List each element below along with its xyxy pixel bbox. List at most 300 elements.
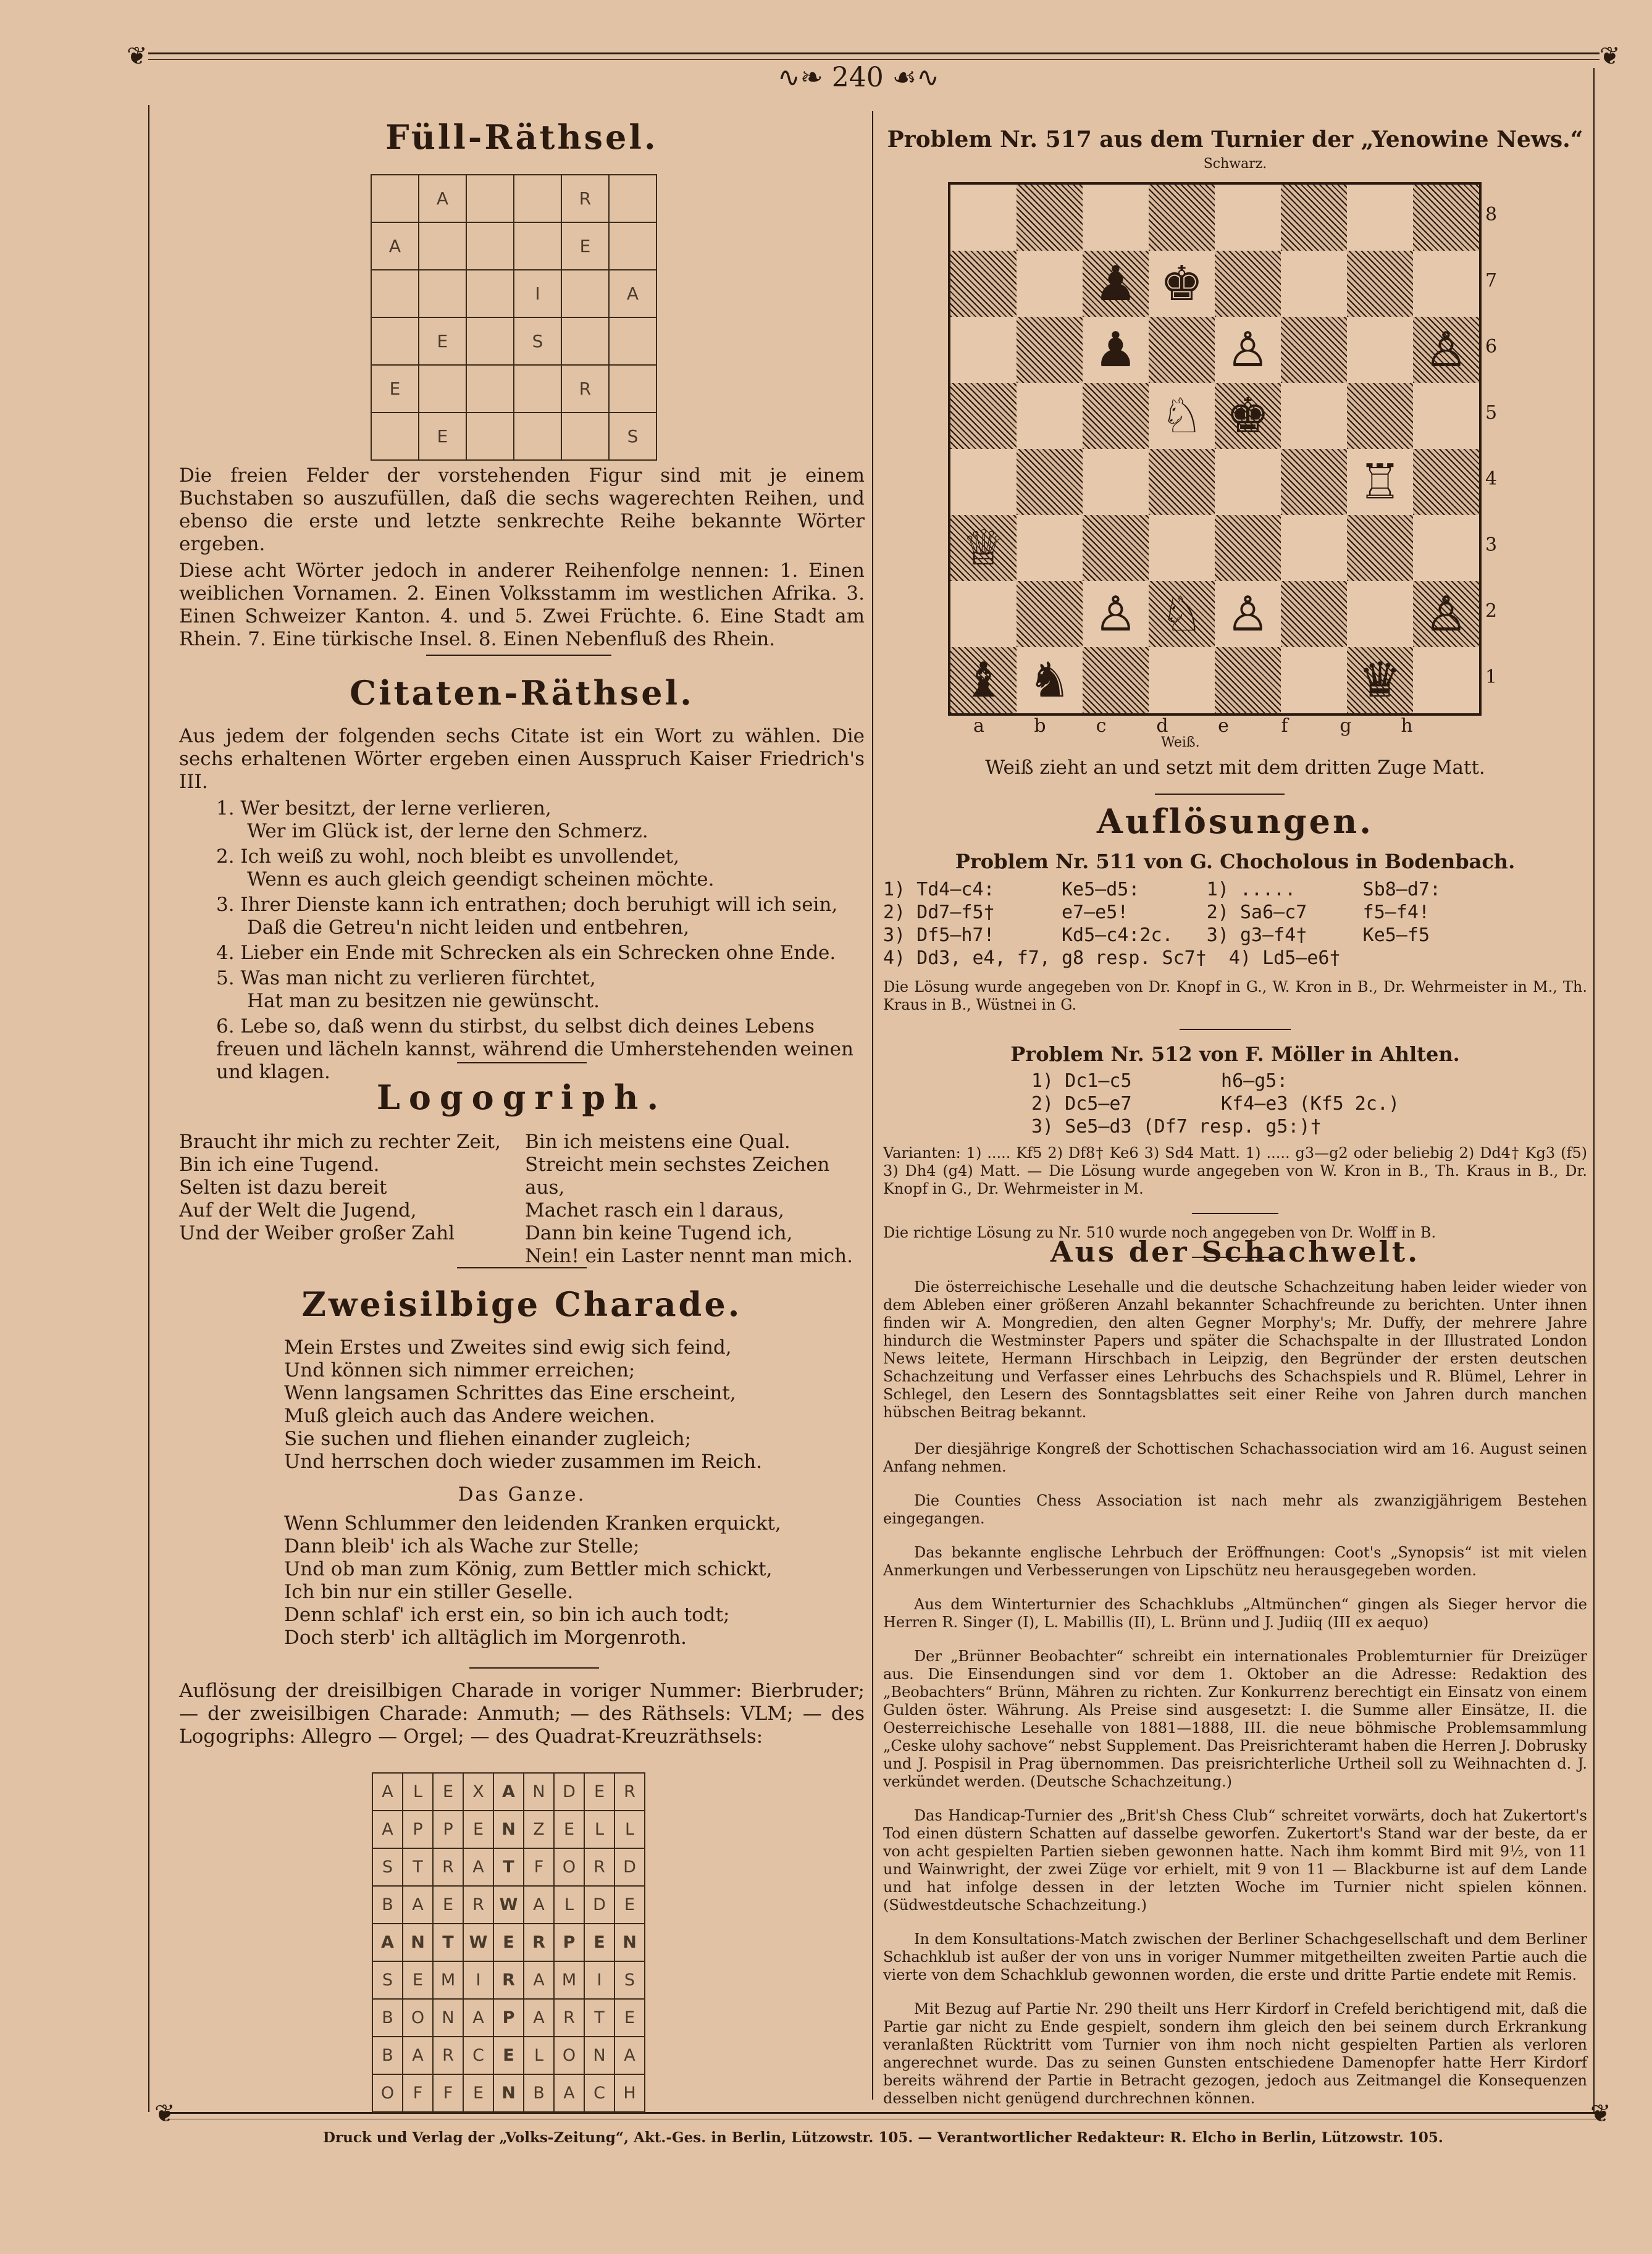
top-rule: [148, 52, 1600, 60]
grid-cell: I: [584, 1961, 614, 1999]
grid-cell: A: [372, 1773, 403, 1811]
solution-line: 3) Se5—d3 (Df7 resp. g5:)†: [1031, 1116, 1322, 1137]
grid-cell: [514, 365, 561, 413]
verse-line: Doch sterb' ich alltäglich im Morgenroth.: [284, 1627, 687, 1649]
chess-board: [948, 182, 1482, 716]
grid-cell: E: [433, 1773, 463, 1811]
board-square: [1413, 251, 1479, 317]
board-square: [1413, 647, 1479, 713]
problem-517-title: Problem Nr. 517 aus dem Turnier der „Yenowine News.“: [887, 127, 1583, 153]
fuell-text: Diese acht Wörter jedoch in anderer Reihenfolge nennen: 1. Einen weiblichen Vornamen. 2. Einen Volksstamm im westlichen Afrika. 3. Einen Schweizer Kanton. 4. und 5. Zwei Früchte. 6. Eine Stadt am Rhein. 7. Eine türkische Insel. 8. Einen Nebenfluß des Rhein.: [179, 559, 865, 650]
grid-cell: A: [493, 1773, 524, 1811]
board-square: [1281, 647, 1347, 713]
board-square: [1083, 383, 1149, 449]
board-square: [1215, 251, 1281, 317]
grid-cell: N: [493, 2074, 524, 2112]
aufloesung-left-text: Auflösung der dreisilbigen Charade in voriger Nummer: Bierbruder; — der zweisilbigen Charade: Anmuth; — des Räthsels: VLM; — des Logogriphs: Allegro — Orgel; — des Quadrat-Kreuzräthsels:: [179, 1680, 865, 1748]
page-number-line: [766, 62, 951, 93]
citat-line: Wenn es auch gleich geendigt scheinen möchte.: [247, 868, 715, 890]
grid-cell: N: [584, 2037, 614, 2074]
grid-row: [371, 222, 656, 270]
citat-line: Wer im Glück ist, der lerne den Schmerz.: [247, 820, 648, 842]
corner-ornament-icon: ❦: [1590, 2100, 1611, 2128]
grid-cell: [466, 365, 514, 413]
charade-verses: [179, 1336, 865, 1473]
verse-line: Sie suchen und fliehen einander zugleich;: [284, 1428, 692, 1450]
news-paragraph: Die Counties Chess Association ist nach mehr als zwanzigjährigem Bestehen eingegangen.: [883, 1492, 1587, 1527]
grid-cell: [466, 175, 514, 222]
p511-solution: [883, 878, 1587, 970]
grid-cell: [514, 175, 561, 222]
verse-line: Selten ist dazu bereit: [179, 1176, 387, 1199]
separator: [457, 1062, 587, 1063]
solution-line: 2) Dd7—f5† e7—e5! 2) Sa6—c7 f5—f4!: [883, 902, 1430, 923]
grid-cell: P: [433, 1811, 463, 1848]
rank-label: 4: [1485, 468, 1498, 490]
corner-ornament-icon: ❦: [127, 42, 148, 70]
rank-label: 5: [1485, 402, 1498, 424]
separator: [1155, 794, 1285, 795]
grid-cell: N: [524, 1773, 554, 1811]
grid-cell: R: [433, 2037, 463, 2074]
board-square: [1017, 581, 1083, 647]
board-square: [1281, 449, 1347, 515]
rank-label: 6: [1485, 336, 1498, 358]
board-square: [950, 383, 1017, 449]
grid-cell: [371, 175, 419, 222]
grid-row: [372, 1773, 645, 1811]
charade-section: [179, 1284, 865, 1649]
board-square: [1215, 515, 1281, 581]
news-paragraph: Aus dem Winterturnier des Schachklubs „Altmünchen“ gingen als Sieger hervor die Herren R. Singer (I), L. Mabillis (II), L. Brünn und J. Judiiq (III ex aequo): [883, 1596, 1587, 1631]
solution-line: 4) Dd3, e4, f7, g8 resp. Sc7† 4) Ld5—e6†: [883, 947, 1341, 969]
verse-line: Nein! ein Laster nennt man mich.: [525, 1245, 853, 1267]
grid-cell: L: [403, 1773, 433, 1811]
grid-cell: S: [372, 1961, 403, 1999]
grid-cell: [419, 365, 466, 413]
problem-517-caption: Weiß zieht an und setzt mit dem dritten Zuge Matt.: [985, 756, 1485, 779]
verse-line: Bin ich meistens eine Qual.: [525, 1131, 790, 1153]
verse-line: Ich bin nur ein stiller Geselle.: [284, 1581, 574, 1603]
board-square: [1281, 383, 1347, 449]
file-label: g: [1340, 715, 1352, 737]
rank-label: 2: [1485, 600, 1498, 622]
verse-line: Und der Weiber großer Zahl: [179, 1222, 455, 1244]
citat-item: [216, 797, 865, 843]
grid-cell: [371, 317, 419, 365]
grid-cell: E: [403, 1961, 433, 1999]
news-paragraph: Der diesjährige Kongreß der Schottischen Schachassociation wird am 16. August seinen Anfang nehmen.: [883, 1440, 1587, 1475]
grid-cell: [514, 222, 561, 270]
grid-cell: R: [433, 1848, 463, 1886]
grid-cell: A: [372, 1924, 403, 1961]
grid-cell: Z: [524, 1811, 554, 1848]
schachwelt-paragraphs: [883, 1278, 1587, 2108]
board-square: [1215, 185, 1281, 251]
chess-piece-icon: ♙: [1226, 586, 1270, 642]
rank-label: 3: [1485, 534, 1498, 556]
board-square: [1149, 515, 1215, 581]
grid-row: [372, 1811, 645, 1848]
logogriph-title: Logogriph.: [376, 1078, 668, 1117]
grid-cell: O: [554, 2037, 584, 2074]
board-square: [1017, 185, 1083, 251]
verse-line: Denn schlaf' ich erst ein, so bin ich auch todt;: [284, 1604, 730, 1626]
grid-cell: [419, 270, 466, 317]
right-border: [1593, 68, 1595, 2112]
board-square: [1149, 449, 1215, 515]
grid-row: [371, 413, 656, 460]
verse-line: Dann bleib' ich als Wache zur Stelle;: [284, 1535, 640, 1557]
footer-imprint: Druck und Verlag der „Volks-Zeitung“, Akt.-Ges. in Berlin, Lützowstr. 105. — Verantwortlicher Redakteur: R. Elcho in Berlin, Lützowstr. 105.: [323, 2129, 1443, 2146]
grid-cell: [466, 270, 514, 317]
corner-ornament-icon: ❦: [154, 2100, 175, 2128]
fuell-title: Füll-Räthsel.: [385, 117, 658, 157]
separator: [1192, 1213, 1278, 1214]
grid-cell: E: [371, 365, 419, 413]
grid-cell: C: [463, 2037, 493, 2074]
grid-row: [372, 2074, 645, 2112]
grid-cell: [561, 270, 609, 317]
chess-piece-icon: ♟: [1094, 322, 1138, 378]
chess-piece-icon: ♝: [962, 652, 1005, 708]
solution-line: 2) Dc5—e7 Kf4—e3 (Kf5 2c.): [1031, 1093, 1400, 1115]
grid-cell: W: [493, 1886, 524, 1924]
board-square: [1347, 581, 1413, 647]
citat-line: Daß die Getreu'n nicht leiden und entbehren,: [247, 916, 690, 939]
grid-cell: D: [614, 1848, 645, 1886]
chess-piece-icon: ♛: [1358, 652, 1402, 708]
grid-cell: E: [584, 1924, 614, 1961]
citat-line: 4. Lieber ein Ende mit Schrecken als ein Schrecken ohne Ende.: [216, 942, 836, 964]
grid-row: [372, 1848, 645, 1886]
aufloesungen-title: Auflösungen.: [1096, 802, 1374, 841]
grid-row: [371, 365, 656, 413]
grid-cell: E: [433, 1886, 463, 1924]
grid-cell: R: [561, 365, 609, 413]
grid-cell: O: [554, 1848, 584, 1886]
chess-piece-icon: ♟: [1094, 256, 1138, 312]
p512-title: Problem Nr. 512 von F. Möller in Ahlten.: [1010, 1042, 1460, 1066]
rank-label: 7: [1485, 270, 1498, 291]
chess-piece-icon: ♚: [1226, 388, 1270, 444]
file-label: c: [1096, 715, 1107, 737]
rank-label: 1: [1485, 666, 1498, 688]
file-label: f: [1281, 715, 1288, 737]
grid-cell: B: [372, 1886, 403, 1924]
grid-cell: R: [493, 1961, 524, 1999]
grid-cell: A: [524, 1999, 554, 2037]
board-square: [1347, 185, 1413, 251]
verse-line: Und ob man zum König, zum Bettler mich schickt,: [284, 1558, 773, 1580]
grid-cell: R: [614, 1773, 645, 1811]
grid-cell: B: [524, 2074, 554, 2112]
board-square: [1083, 185, 1149, 251]
citat-item: [216, 1015, 865, 1084]
file-label: h: [1401, 715, 1413, 737]
verse-line: Mein Erstes und Zweites sind ewig sich feind,: [284, 1336, 732, 1359]
grid-cell: A: [524, 1961, 554, 1999]
chess-piece-icon: ♙: [1424, 322, 1468, 378]
board-square: [1413, 383, 1479, 449]
grid-cell: A: [403, 1886, 433, 1924]
grid-row: [371, 175, 656, 222]
grid-row: [372, 2037, 645, 2074]
grid-cell: E: [493, 2037, 524, 2074]
news-paragraph: Die österreichische Lesehalle und die deutsche Schachzeitung haben leider wieder von dem Ableben einer größeren Anzahl bekannter Schachfreunde zu berichten. Unter ihnen finden wir A. Mongredien, den alten Gegner Morphy's; Mr. Duffy, der mehrere Jahre hindurch die Westminster Papers und später die Schachspalte in der Illustrated London News leitete, Hermann Hirschbach in Leipzig, den Begründer der ersten deutschen Schachzeitung und Verfasser eines Lehrbuchs des Schachspiels und R. Blümel, Lehrer in Schlegel, den Lesern des Sonntagsblattes seit einer Reihe von Jahren durch manchen hübschen Beitrag bekannt.: [883, 1278, 1587, 1421]
grid-cell: M: [433, 1961, 463, 1999]
file-label: d: [1156, 715, 1168, 737]
verse-line: Streicht mein sechstes Zeichen aus,: [525, 1154, 830, 1199]
solution-line: 1) Dc1—c5 h6—g5:: [1031, 1070, 1288, 1092]
left-border: [148, 105, 149, 2112]
citat-line: 2. Ich weiß zu wohl, noch bleibt es unvollendet,: [216, 845, 679, 868]
grid-row: [372, 1886, 645, 1924]
citat-line: 6. Lebe so, daß wenn du stirbst, du selbst dich deines Lebens freuen und lächeln kannst, während die Umherstehenden weinen und klagen.: [216, 1015, 853, 1083]
board-square: [1347, 317, 1413, 383]
ganze-verses: [179, 1512, 865, 1649]
board-square: [1017, 317, 1083, 383]
grid-cell: A: [463, 1848, 493, 1886]
grid-cell: S: [614, 1961, 645, 1999]
board-square: [1413, 185, 1479, 251]
p510-note: Die richtige Lösung zu Nr. 510 wurde noch angegeben von Dr. Wolff in B.: [883, 1224, 1436, 1241]
grid-cell: A: [419, 175, 466, 222]
verse-line: Dann bin keine Tugend ich,: [525, 1222, 793, 1244]
chess-piece-icon: ♘: [1160, 586, 1204, 642]
grid-cell: A: [554, 2074, 584, 2112]
citat-item: [216, 845, 865, 891]
citaten-list: [179, 797, 865, 1084]
p511-note: Die Lösung wurde angegeben von Dr. Knopf in G., W. Kron in B., Dr. Wehrmeister in M., Th. Kraus in B., Wüstnei in G.: [883, 978, 1587, 1013]
grid-cell: [561, 413, 609, 460]
grid-cell: T: [433, 1924, 463, 1961]
citat-line: Hat man zu besitzen nie gewünscht.: [247, 990, 600, 1012]
board-square: [950, 185, 1017, 251]
grid-cell: [419, 222, 466, 270]
grid-cell: E: [584, 1773, 614, 1811]
verse-line: Bin ich eine Tugend.: [179, 1154, 380, 1176]
ganze-title: Das Ganze.: [458, 1483, 586, 1506]
grid-cell: O: [403, 1999, 433, 2037]
grid-cell: E: [614, 1999, 645, 2037]
grid-cell: T: [403, 1848, 433, 1886]
grid-cell: I: [514, 270, 561, 317]
grid-cell: L: [614, 1811, 645, 1848]
grid-cell: E: [419, 317, 466, 365]
board-square: [1149, 185, 1215, 251]
grid-cell: D: [584, 1886, 614, 1924]
separator: [1180, 1029, 1291, 1030]
fuell-grid: [371, 174, 657, 461]
grid-cell: R: [463, 1886, 493, 1924]
fuell-intro: Die freien Felder der vorstehenden Figur sind mit je einem Buchstaben so auszufüllen, daß die sechs wagerechten Reihen, und ebenso die erste und letzte senkrechte Reihe bekannte Wörter ergeben.: [179, 464, 865, 555]
grid-cell: B: [372, 1999, 403, 2037]
board-square: [1215, 647, 1281, 713]
grid-cell: [609, 222, 656, 270]
grid-cell: T: [493, 1848, 524, 1886]
board-square: [1347, 515, 1413, 581]
separator: [457, 1267, 587, 1268]
grid-cell: E: [463, 1811, 493, 1848]
news-paragraph: Der „Brünner Beobachter“ schreibt ein internationales Problemturnier für Dreizüger aus. Die Einsendungen sind vor dem 1. Oktober an die Adresse: Redaktion des „Beobachters“ Brünn, Mähren zu richten. Zur Konkurrenz berechtigt ein Einsatz von einem Gulden öster. Währung. Als Preise sind ausgesetzt: I. die Summe aller Einsätze, II. die Oesterreichische Lesehalle von 1881—1888, III. die neue böhmische Problemsammlung „Ceske ulohy sachove“ nebst Supplement. Das Preisrichteramt haben die Herren J. Dobrusky und J. Pospisil in Prag übernommen. Das preisrichterliche Urtheil soll zu Weihnachten d. J. verkündet werden. (Deutsche Schachzeitung.): [883, 1648, 1587, 1790]
grid-row: [372, 1999, 645, 2037]
citat-line: 1. Wer besitzt, der lerne verlieren,: [216, 797, 551, 819]
file-label: e: [1218, 715, 1229, 737]
grid-cell: W: [463, 1924, 493, 1961]
flourish-icon: ∿❧: [777, 62, 832, 93]
board-square: [1017, 449, 1083, 515]
citat-item: [216, 894, 865, 939]
grid-cell: N: [433, 1999, 463, 2037]
board-square: [1281, 515, 1347, 581]
board-square: [1347, 383, 1413, 449]
grid-cell: E: [493, 1924, 524, 1961]
board-square: [1281, 581, 1347, 647]
verse-line: Und herrschen doch wieder zusammen im Reich.: [284, 1451, 763, 1473]
grid-cell: A: [609, 270, 656, 317]
board-square: [950, 449, 1017, 515]
verse-line: Und können sich nimmer erreichen;: [284, 1359, 635, 1381]
board-square: [1413, 515, 1479, 581]
grid-cell: M: [554, 1961, 584, 1999]
grid-row: [371, 270, 656, 317]
citat-item: [216, 942, 865, 965]
p511-title: Problem Nr. 511 von G. Chocholous in Bodenbach.: [955, 850, 1516, 873]
grid-row: [371, 317, 656, 365]
board-square: [1281, 185, 1347, 251]
grid-cell: S: [609, 413, 656, 460]
citat-line: 5. Was man nicht zu verlieren fürchtet,: [216, 967, 596, 989]
news-paragraph: Mit Bezug auf Partie Nr. 290 theilt uns Herr Kirdorf in Crefeld berichtigend mit, daß die Partie gar nicht zu Ende gespielt, sondern ihm gleich den bei seinem durch Erkrankung veranlaßten Rücktritt vom Turnier von ihm noch nicht gespielten Partien als verloren angerechnet wurde. Das zu seinen Gunsten entschiedene Damenopfer hatte Herr Kirdorf bereits während der Partie in Betracht gezogen, jedoch aus Zeitmangel die Konsequenzen desselben nicht genügend durchrechnen können.: [883, 2000, 1587, 2107]
board-square: [1347, 251, 1413, 317]
solution-line: 3) Df5—h7! Kd5—c4:2c. 3) g3—f4† Ke5—f5: [883, 924, 1430, 946]
board-square: [1083, 647, 1149, 713]
grid-cell: S: [372, 1848, 403, 1886]
grid-cell: [609, 365, 656, 413]
board-square: [1281, 317, 1347, 383]
problem-517-section: [880, 127, 1590, 172]
grid-cell: R: [561, 175, 609, 222]
grid-cell: E: [561, 222, 609, 270]
grid-cell: N: [614, 1924, 645, 1961]
grid-cell: F: [403, 2074, 433, 2112]
citaten-title: Citaten-Räthsel.: [350, 673, 694, 713]
chess-piece-icon: ♙: [1424, 586, 1468, 642]
grid-cell: L: [554, 1886, 584, 1924]
column-divider: [872, 111, 873, 2100]
fuell-text-block: [179, 464, 865, 651]
news-paragraph: Das Handicap-Turnier des „Brit'sh Chess Club“ schreitet vorwärts, doch hat Zukertort's Tod einen düstern Schatten auf dasselbe geworfen. Zukertort's Stand war der beste, da er von acht gespielten Partien sieben gewonnen hatte. Nach ihm kommt Bird mit 9½, von 11 und Wainwright, der zwei Züge vor erhielt, mit 9 von 11 — Blackburne ist auf dem Lande und hat infolge dessen in der letzten Woche im Turnier nicht spielen können. (Südwestdeutsche Schachzeitung.): [883, 1807, 1587, 1914]
board-square: [1083, 449, 1149, 515]
grid-cell: [514, 413, 561, 460]
citat-item: [216, 967, 865, 1013]
news-paragraph: In dem Konsultations-Match zwischen der Berliner Schachgesellschaft und dem Berliner Schachklub ist außer der von uns in voriger Nummer mitgetheilten zweiten Partie auch die vierte von dem Schachklub gewonnen worden, die erste und dritte Partie endete mit Remis.: [883, 1930, 1587, 1984]
grid-cell: F: [433, 2074, 463, 2112]
board-square: [1281, 251, 1347, 317]
grid-row: [372, 1924, 645, 1961]
verse-line: Wenn Schlummer den leidenden Kranken erquickt,: [284, 1512, 781, 1535]
charade-title: Zweisilbige Charade.: [301, 1284, 742, 1324]
news-paragraph: Das bekannte englische Lehrbuch der Eröffnungen: Coot's „Synopsis“ ist mit vielen Anmerkungen und Verbesserungen von Lipschütz neu herausgegeben worden.: [883, 1544, 1587, 1579]
board-square: [1149, 317, 1215, 383]
grid-cell: P: [493, 1999, 524, 2037]
logogriph-left-verses: [179, 1131, 525, 1268]
grid-cell: A: [371, 222, 419, 270]
grid-cell: [371, 270, 419, 317]
grid-cell: O: [372, 2074, 403, 2112]
file-label: a: [973, 715, 984, 737]
verse-line: Wenn langsamen Schrittes das Eine erscheint,: [284, 1382, 736, 1404]
grid-cell: E: [614, 1886, 645, 1924]
black-label: Schwarz.: [1203, 156, 1267, 172]
grid-cell: F: [524, 1848, 554, 1886]
grid-cell: [466, 222, 514, 270]
chess-piece-icon: ♞: [1028, 652, 1071, 708]
grid-cell: L: [584, 1811, 614, 1848]
grid-cell: [371, 413, 419, 460]
verse-line: Machet rasch ein l daraus,: [525, 1199, 784, 1221]
quadrat-kreuz-grid: [372, 1772, 645, 2113]
p512-note: Varianten: 1) ..... Kf5 2) Df8† Ke6 3) Sd4 Matt. 1) ..... g3—g2 oder beliebig 2) Dd4† Kg3 (f5) 3) Dh4 (g4) Matt. — Die Lösung wurde angegeben von W. Kron in B., Th. Kraus in B., Dr. Knopf in G., Dr. Wehrmeister in M.: [883, 1144, 1587, 1197]
grid-cell: R: [554, 1999, 584, 2037]
grid-cell: [609, 317, 656, 365]
chess-piece-icon: ♖: [1358, 454, 1402, 510]
grid-cell: A: [463, 1999, 493, 2037]
rank-label: 8: [1485, 204, 1498, 225]
grid-cell: E: [463, 2074, 493, 2112]
grid-cell: A: [614, 2037, 645, 2074]
grid-cell: [609, 175, 656, 222]
grid-cell: H: [614, 2074, 645, 2112]
board-square: [1413, 449, 1479, 515]
board-square: [950, 251, 1017, 317]
board-square: [1017, 251, 1083, 317]
board-square: [1149, 647, 1215, 713]
grid-cell: C: [584, 2074, 614, 2112]
grid-cell: B: [372, 2037, 403, 2074]
citaten-intro: Aus jedem der folgenden sechs Citate ist ein Wort zu wählen. Die sechs erhaltenen Wörter ergeben einen Ausspruch Kaiser Friedrich's III.: [179, 725, 865, 793]
grid-cell: P: [403, 1811, 433, 1848]
grid-cell: R: [524, 1924, 554, 1961]
board-square: [1083, 515, 1149, 581]
schachwelt-title: Aus der Schachwelt.: [1050, 1235, 1420, 1268]
white-label: Weiß.: [1161, 735, 1200, 750]
chess-piece-icon: ♙: [1094, 586, 1138, 642]
verse-line: Braucht ihr mich zu rechter Zeit,: [179, 1131, 501, 1153]
grid-cell: N: [493, 1811, 524, 1848]
board-square: [950, 581, 1017, 647]
logogriph-right-verses: [525, 1131, 865, 1268]
separator: [469, 1667, 599, 1669]
grid-cell: [561, 317, 609, 365]
board-square: [1215, 449, 1281, 515]
grid-cell: S: [514, 317, 561, 365]
p512-solution: [883, 1070, 1587, 1138]
page-number: 240: [831, 62, 884, 93]
grid-cell: X: [463, 1773, 493, 1811]
grid-cell: E: [554, 1811, 584, 1848]
schachwelt-section: [883, 1235, 1587, 2124]
aufloesungen-section: [883, 802, 1587, 1258]
left-column: [179, 117, 865, 157]
board-square: [1017, 515, 1083, 581]
solution-line: 1) Td4—c4: Ke5—d5: 1) ..... Sb8—d7:: [883, 879, 1441, 900]
grid-cell: E: [419, 413, 466, 460]
grid-cell: N: [403, 1924, 433, 1961]
aufloesung-left-section: [179, 1680, 865, 1748]
corner-ornament-icon: ❦: [1600, 42, 1621, 70]
